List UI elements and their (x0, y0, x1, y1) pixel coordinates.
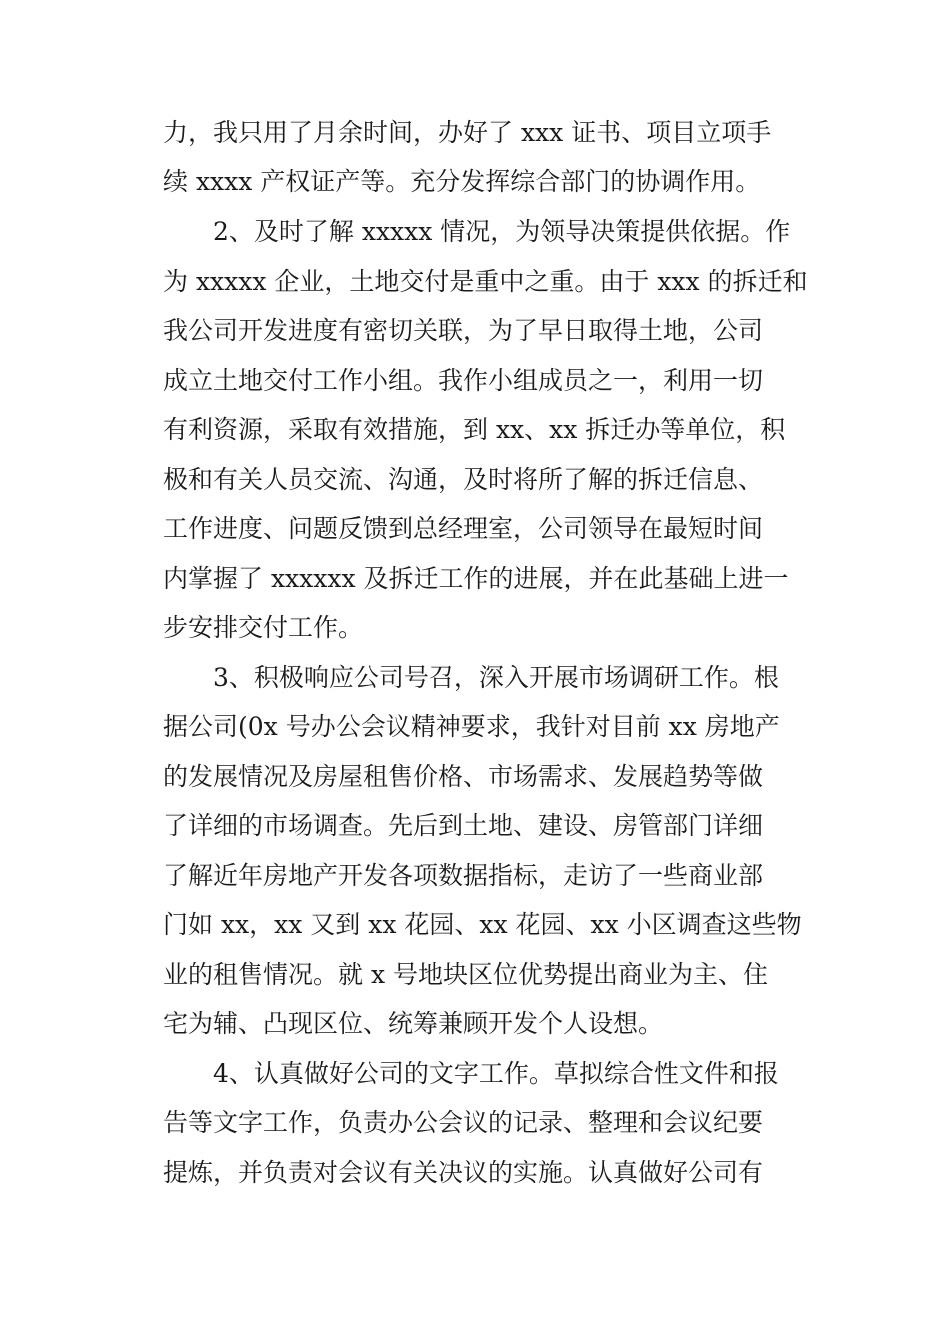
text-line: 有利资源，采取有效措施，到 xx、xx 拆迁办等单位，积 (163, 415, 786, 444)
text-line: 工作进度、问题反馈到总经理室，公司领导在最短时间 (163, 514, 764, 543)
text-line: 了详细的市场调查。先后到土地、建设、房管部门详细 (163, 811, 764, 840)
text-line: 内掌握了 xxxxxx 及拆迁工作的进展，并在此基础上进一 (163, 564, 789, 593)
text-line: 业的租售情况。就 x 号地块区位优势提出商业为主、住 (163, 960, 768, 989)
text-line: 宅为辅、凸现区位、统筹兼顾开发个人设想。 (163, 1009, 664, 1038)
paragraph-2-start: 2、及时了解 xxxxx 情况，为领导决策提供依据。作 (213, 217, 791, 246)
text-line: 了解近年房地产开发各项数据指标，走访了一些商业部 (163, 861, 764, 890)
paragraph-3-start: 3、积极响应公司号召，深入开展市场调研工作。根 (213, 663, 779, 692)
text-line: 的发展情况及房屋租售价格、市场需求、发展趋势等做 (163, 762, 764, 791)
text-line: 力，我只用了月余时间，办好了 xxx 证书、项目立项手 (163, 118, 772, 147)
text-line: 极和有关人员交流、沟通，及时将所了解的拆迁信息、 (163, 465, 764, 494)
text-line: 告等文字工作，负责办公会议的记录、整理和会议纪要 (163, 1108, 764, 1137)
text-line: 续 xxxx 产权证产等。充分发挥综合部门的协调作用。 (163, 167, 761, 196)
text-line: 提炼，并负责对会议有关决议的实施。认真做好公司有 (163, 1158, 764, 1187)
text-line: 步安排交付工作。 (163, 613, 364, 642)
text-line: 我公司开发进度有密切关联，为了早日取得土地，公司 (163, 316, 764, 345)
text-line: 为 xxxxx 企业，土地交付是重中之重。由于 xxx 的拆迁和 (163, 267, 808, 296)
paragraph-4-start: 4、认真做好公司的文字工作。草拟综合性文件和报 (213, 1059, 779, 1088)
text-line: 门如 xx，xx 又到 xx 花园、xx 花园、xx 小区调查这些物 (163, 910, 802, 939)
text-line: 据公司(0x 号办公会议精神要求，我针对目前 xx 房地产 (163, 712, 780, 741)
text-line: 成立土地交付工作小组。我作小组成员之一，利用一切 (163, 366, 764, 395)
